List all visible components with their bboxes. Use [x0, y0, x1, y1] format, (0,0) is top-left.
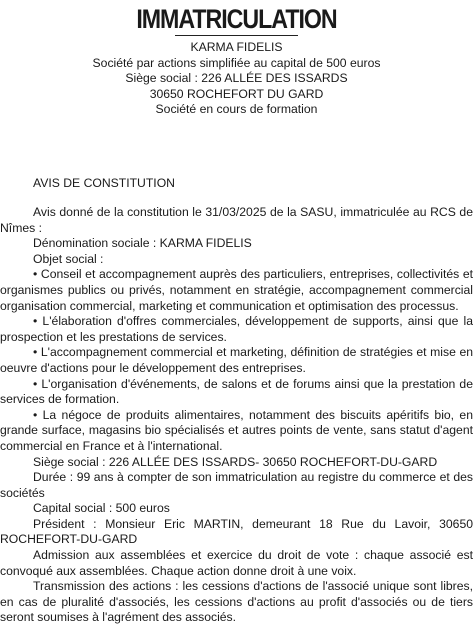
paragraph-voting: Admission aux assemblées et exercice du droit de vote : chaque associé est convoqué aux assemblées. Chaque action donne droit à une voix.	[0, 548, 473, 578]
title-underline	[175, 35, 298, 36]
paragraph-transfer: Transmission des actions : les cessions d'actions de l'associé unique sont libres, en cas de pluralité d'associés, les cessions d'actions au profit d'associés ou de tiers seront soumises à l'agrément des associés.	[0, 579, 473, 625]
paragraph-president: Président : Monsieur Eric MARTIN, demeurant 18 Rue du Lavoir, 30650 ROCHEFORT-DU-GARD	[0, 516, 473, 547]
paragraph-constitution: Avis donné de la constitution le 31/03/2025 de la SASU, immatriculée au RCS de Nîmes :	[0, 205, 473, 235]
company-status: Société en cours de formation	[155, 102, 318, 117]
company-seat: Siège social : 226 ALLÉE DES ISSARDS	[125, 71, 348, 86]
company-name: KARMA FIDELIS	[190, 40, 283, 54]
paragraph-capital: Capital social : 500 euros	[33, 501, 170, 516]
company-city: 30650 ROCHEFORT DU GARD	[149, 86, 324, 101]
paragraph-object-item: • L'organisation d'événements, de salons et de forums ainsi que la prestation de services de formation.	[0, 376, 473, 407]
company-header	[0, 40, 473, 118]
paragraph-object-item: • L'accompagnement commercial et marketing, définition de stratégies et mise en oeuvre d'actions pour le développement des entreprises.	[0, 345, 473, 375]
notice-body	[0, 205, 473, 626]
company-form: Société par actions simplifiée au capital de 500 euros	[92, 55, 381, 70]
section-title: AVIS DE CONSTITUTION	[33, 176, 175, 190]
paragraph-object-heading: Objet social :	[33, 251, 104, 266]
paragraph-duration: Durée : 99 ans à compter de son immatriculation au registre du commerce et des sociétés	[0, 470, 473, 500]
paragraph-object-item: • L'élaboration d'offres commerciales, développement de supports, ainsi que la prospection et les prestations de services.	[0, 314, 473, 344]
paragraph-denomination: Dénomination sociale : KARMA FIDELIS	[33, 236, 252, 251]
paragraph-object-item: • Conseil et accompagnement auprès des particuliers, entreprises, collectivités et organismes publics ou privés, notamment en stratégie, accompagnement commercial organisation commercial, marketing et communication et optimisation des processus.	[0, 267, 473, 313]
paragraph-seat: Siège social : 226 ALLÉE DES ISSARDS- 30650 ROCHEFORT-DU-GARD	[33, 454, 438, 469]
notice-title: IMMATRICULATION	[136, 4, 337, 34]
paragraph-object-item: • La négoce de produits alimentaires, notamment des biscuits apéritifs bio, en grande surface, magasins bio spécialisés et autres points de vente, sans statut d'agent commercial en France et à l'international.	[0, 407, 473, 453]
